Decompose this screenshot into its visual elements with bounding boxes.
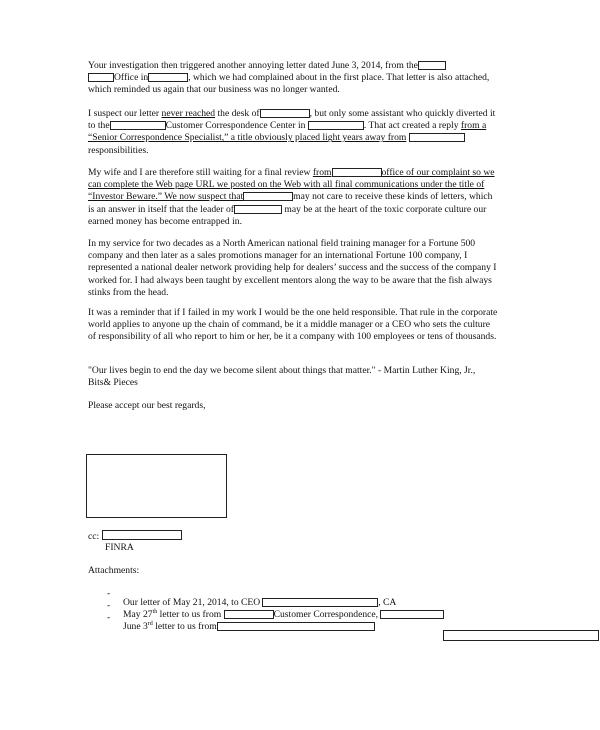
redaction-box bbox=[88, 73, 114, 82]
p2-text-d: , but only some assistant who quickly diverted it to the bbox=[88, 108, 496, 132]
attachment-dash: - bbox=[107, 600, 111, 611]
p2-text-c: the desk of bbox=[217, 108, 260, 119]
p3-text-b: from bbox=[312, 167, 332, 178]
attachments-title: Attachments: bbox=[88, 565, 140, 576]
attachment-3-text: June 3 bbox=[123, 620, 148, 632]
attachment-2-text: May 27 bbox=[123, 608, 153, 620]
attachment-dash: - bbox=[107, 588, 111, 599]
redaction-box bbox=[224, 610, 274, 619]
cc-label: cc: bbox=[88, 531, 100, 542]
paragraph-investigation bbox=[88, 60, 500, 97]
redaction-box bbox=[148, 73, 188, 82]
p1-text-a: Your investigation then triggered another annoying letter dated June 3, 2014, from the bbox=[88, 60, 418, 71]
p1-text-b: Office in bbox=[114, 72, 149, 84]
attachment-3-sup: rd bbox=[147, 620, 153, 627]
redaction-box bbox=[262, 598, 378, 607]
p2-text-h: responsibilities. bbox=[88, 144, 149, 156]
signature-redaction-box bbox=[86, 454, 227, 518]
p3-text-c: office of our complaint so we can complete the Web page URL we posted on the Web with all final communications under the title of “Investor Beware.” We now suspect that bbox=[88, 167, 495, 203]
attachment-2-sup: th bbox=[152, 608, 158, 615]
redaction-box bbox=[234, 205, 282, 214]
p2-text-underlined: never reached bbox=[161, 108, 216, 119]
redaction-box bbox=[308, 121, 364, 130]
paragraph-waiting bbox=[88, 167, 500, 228]
p2-text-a: I suspect our letter bbox=[88, 108, 160, 119]
attachment-item-1 bbox=[123, 597, 396, 609]
redaction-box bbox=[380, 610, 444, 619]
attachment-3-text-b: letter to us from bbox=[155, 620, 217, 632]
cc-redaction-box bbox=[102, 530, 182, 540]
p2-text-e: Customer Correspondence Center in bbox=[165, 120, 306, 132]
attachment-dash: - bbox=[107, 612, 111, 623]
cc-finra: FINRA bbox=[105, 542, 134, 553]
redaction-box bbox=[418, 61, 446, 70]
p3-text-d: may not care to receive these kinds of letters, which is an answer in itself that the leader of bbox=[88, 191, 493, 215]
redaction-box bbox=[110, 121, 166, 130]
p3-text-a: My wife and I are therefore still waiting for a final review bbox=[88, 167, 311, 178]
paragraph-quote: "Our lives begin to end the day we become silent about things that matter." - Martin Luther King, Jr., Bits& Pieces bbox=[88, 365, 476, 389]
paragraph-suspect bbox=[88, 108, 500, 157]
p1-text-c: , which we had complained about in the first place. That letter is also attached, which reminded us again that our business was no longer wanted. bbox=[88, 72, 490, 96]
attachment-1-text: Our letter of May 21, 2014, to CEO bbox=[123, 596, 261, 608]
redaction-box bbox=[260, 109, 310, 118]
redaction-box bbox=[332, 168, 382, 177]
footer-redaction-box bbox=[443, 630, 599, 641]
cc-line bbox=[88, 531, 99, 543]
attachment-1-suffix: , CA bbox=[378, 596, 397, 608]
redaction-box bbox=[217, 622, 375, 631]
closing-line: Please accept our best regards, bbox=[88, 400, 206, 411]
redaction-box bbox=[409, 133, 465, 142]
attachment-2-text-c: Customer Correspondence, bbox=[273, 608, 379, 620]
p2-text-f: . That act created a reply bbox=[363, 120, 459, 132]
redaction-box bbox=[243, 192, 293, 201]
attachment-2-text-b: letter to us from bbox=[159, 608, 222, 620]
attachment-item-3 bbox=[123, 621, 375, 633]
attachment-item-2 bbox=[123, 609, 444, 621]
p3-text-e: may be at the heart of the toxic corporate culture our earned money has become entrapped in. bbox=[88, 203, 487, 227]
paragraph-reminder: It was a reminder that if I failed in my work I would be the one held responsible. That rule in the corporate world applies to anyone up the chain of command, be it a middle manager or a CEO who sets the culture of responsibility of all who report to him or her, be it a company with 100 employees or tens of thousands. bbox=[88, 307, 498, 343]
paragraph-service: In my service for two decades as a North American national field training manager for a Fortune 500 company and then later as a sales promotions manager for an international Fortune 100 company, I represented a national dealer network providing help for dealers’ success and the success of the company I worked for. I had always been taught by excellent mentors along the way to be aware that the fish always stinks from the head. bbox=[88, 238, 497, 298]
p2-text-g: from a “Senior Correspondence Specialist,” a title obviously placed light years away from bbox=[88, 120, 487, 144]
